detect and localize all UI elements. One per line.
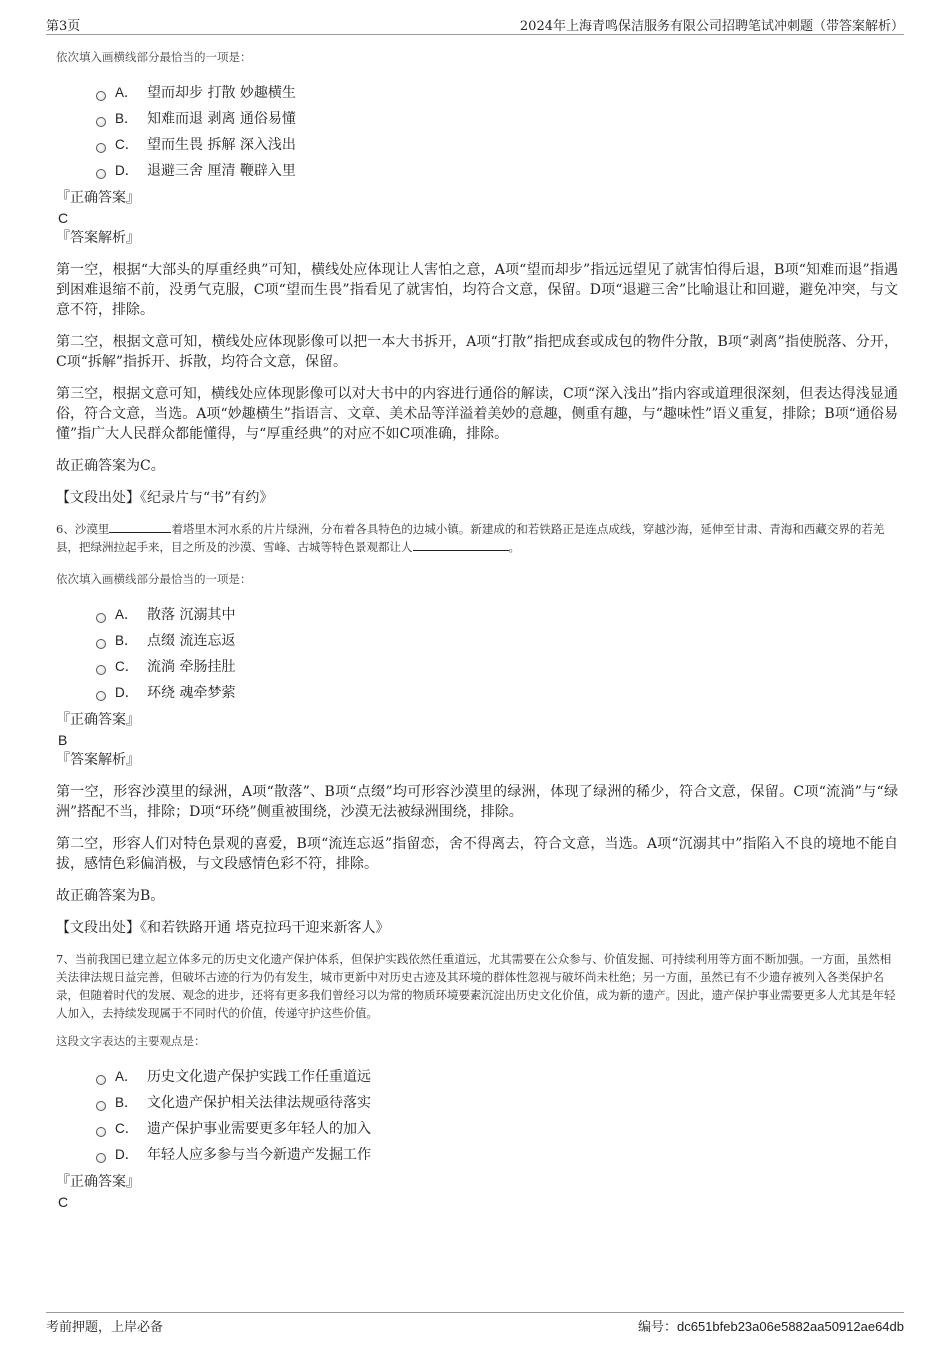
q7-option-a[interactable]: A． 历史文化遗产保护实践工作任重道远: [96, 1064, 898, 1090]
q5-option-d[interactable]: D． 退避三舍 厘清 鞭辟入里: [96, 158, 898, 184]
q7-options: [96, 1064, 898, 1168]
q6-analysis-2: 第二空，形容人们对特色景观的喜爱，B项“流连忘返”指留恋，舍不得离去，符合文意，当选。A项“沉溺其中”指陷入不良的境地不能自拔，感情色彩偏消极，与文段感情色彩不符，排除。: [56, 836, 898, 872]
q5-option-a[interactable]: A． 望而却步 打散 妙趣横生: [96, 80, 898, 106]
code-label: 编号：: [637, 1320, 677, 1335]
blank-line: [109, 520, 171, 533]
q6-stem: 6、沙漠里 着塔里木河水系的片片绿洲，分布着各具特色的边城小镇。新建成的和若铁路正是连点成线，穿越沙海，延伸至甘肃、青海和西藏交界的若羌县，把绿洲拉起手来，目之所及的沙漠、雪峰、古城等特色景观都让人 。: [56, 522, 885, 554]
q5-analysis-heading: 『答案解析』: [56, 230, 140, 246]
radio-icon[interactable]: [96, 1127, 106, 1137]
document-code: [638, 1316, 904, 1335]
q6-analysis-heading: 『答案解析』: [56, 752, 140, 768]
q7-option-d[interactable]: D． 年轻人应多参与当今新遗产发掘工作: [96, 1142, 898, 1168]
page-content: [56, 48, 898, 1212]
radio-icon[interactable]: [96, 613, 106, 623]
q5-answer: C: [58, 210, 69, 226]
q7-option-c[interactable]: C． 遗产保护事业需要更多年轻人的加入: [96, 1116, 898, 1142]
q6-option-c[interactable]: C． 流淌 牵肠挂肚: [96, 654, 898, 680]
q5-answer-heading: 『正确答案』: [56, 190, 140, 206]
q6-answer-heading: 『正确答案』: [56, 712, 140, 728]
page-number: 第3页: [46, 19, 81, 34]
radio-icon[interactable]: [96, 639, 106, 649]
page-footer: [46, 1312, 904, 1335]
q6-option-d[interactable]: D． 环绕 魂牵梦萦: [96, 680, 898, 706]
radio-icon[interactable]: [96, 1101, 106, 1111]
radio-icon[interactable]: [96, 169, 106, 179]
document-title: 2024年上海青鸣保洁服务有限公司招聘笔试冲刺题（带答案解析）: [519, 19, 904, 34]
q7-stem: 7、当前我国已建立起立体多元的历史文化遗产保护体系，但保护实践依然任重道远，尤其需要在公众参与、价值发掘、可持续利用等方面不断加强。一方面，虽然相关法律法规日益完善，但破坏古迹的行为仍有发生，城市更新中对历史古迹及其环境的群体性忽视与破坏尚未杜绝；另一方面，虽然已有不少遗存被列入各类保护名录，但随着时代的发展、观念的进步，还将有更多我们曾经习以为常的物质环境要素沉淀出历史文化价值，成为新的遗产。因此，遗产保护事业需要更多人尤其是年轻人加入，去持续发现属于不同时代的价值，传递守护这些价值。: [56, 952, 896, 1020]
q5-options: [96, 80, 898, 184]
q6-option-b[interactable]: B． 点缀 流连忘返: [96, 628, 898, 654]
q6-analysis-1: 第一空，形容沙漠里的绿洲，A项“散落”、B项“点缀”均可形容沙漠里的绿洲，体现了绿洲的稀少，符合文意，保留。C项“流淌”与“绿洲”搭配不当，排除；D项“环绕”侧重被围绕，沙漠无法被绿洲围绕，排除。: [56, 784, 898, 820]
radio-icon[interactable]: [96, 91, 106, 101]
q6-prompt: 依次填入画横线部分最恰当的一项是：: [56, 572, 252, 586]
q5-source: 【文段出处】《纪录片与“书”有约》: [56, 490, 274, 506]
code-value: dc651bfeb23a06e5882aa50912ae64db: [676, 1319, 904, 1334]
radio-icon[interactable]: [96, 143, 106, 153]
q6-answer: B: [58, 732, 68, 748]
q5-option-b[interactable]: B． 知难而退 剥离 通俗易懂: [96, 106, 898, 132]
radio-icon[interactable]: [96, 1153, 106, 1163]
footer-slogan: 考前押题，上岸必备: [46, 1320, 164, 1335]
radio-icon[interactable]: [96, 117, 106, 127]
radio-icon[interactable]: [96, 691, 106, 701]
q7-answer: C: [58, 1194, 69, 1210]
q5-prompt: 依次填入画横线部分最恰当的一项是：: [56, 50, 252, 64]
page-header: [46, 14, 904, 35]
q5-option-c[interactable]: C． 望而生畏 拆解 深入浅出: [96, 132, 898, 158]
q5-analysis-3: 第三空，根据文意可知，横线处应体现影像可以对大书中的内容进行通俗的解读，C项“深入浅出”指内容或道理很深刻，但表达得浅显通俗，符合文意，当选。A项“妙趣横生”指语言、文章、美术品等洋溢着美妙的意趣，侧重有趣，与“趣味性”语义重复，排除；B项“通俗易懂”指广大人民群众都能懂得，与“厚重经典”的对应不如C项准确，排除。: [56, 386, 898, 442]
q7-answer-heading: 『正确答案』: [56, 1174, 140, 1190]
q7-prompt: 这段文字表达的主要观点是：: [56, 1034, 206, 1048]
q7-option-b[interactable]: B． 文化遗产保护相关法律法规亟待落实: [96, 1090, 898, 1116]
q5-analysis-2: 第二空，根据文意可知，横线处应体现影像可以把一本大书拆开，A项“打散”指把成套或成包的物件分散，B项“剥离”指使脱落、分开，C项“拆解”指拆开、拆散，均符合文意，保留。: [56, 334, 898, 370]
radio-icon[interactable]: [96, 1075, 106, 1085]
q5-conclusion: 故正确答案为C。: [56, 458, 165, 474]
blank-line: [413, 538, 509, 551]
q6-options: [96, 602, 898, 706]
q6-source: 【文段出处】《和若铁路开通 塔克拉玛干迎来新客人》: [56, 920, 390, 936]
q5-analysis-1: 第一空，根据“大部头的厚重经典”可知，横线处应体现让人害怕之意，A项“望而却步”指远远望见了就害怕得后退，B项“知难而退”指遇到困难退缩不前，没勇气克服，C项“望而生畏”指看见了就害怕，均符合文意，保留。D项“退避三舍”比喻退让和回避，避免冲突，与文意不符，排除。: [56, 262, 898, 318]
radio-icon[interactable]: [96, 665, 106, 675]
q6-option-a[interactable]: A． 散落 沉溺其中: [96, 602, 898, 628]
q6-conclusion: 故正确答案为B。: [56, 888, 165, 904]
